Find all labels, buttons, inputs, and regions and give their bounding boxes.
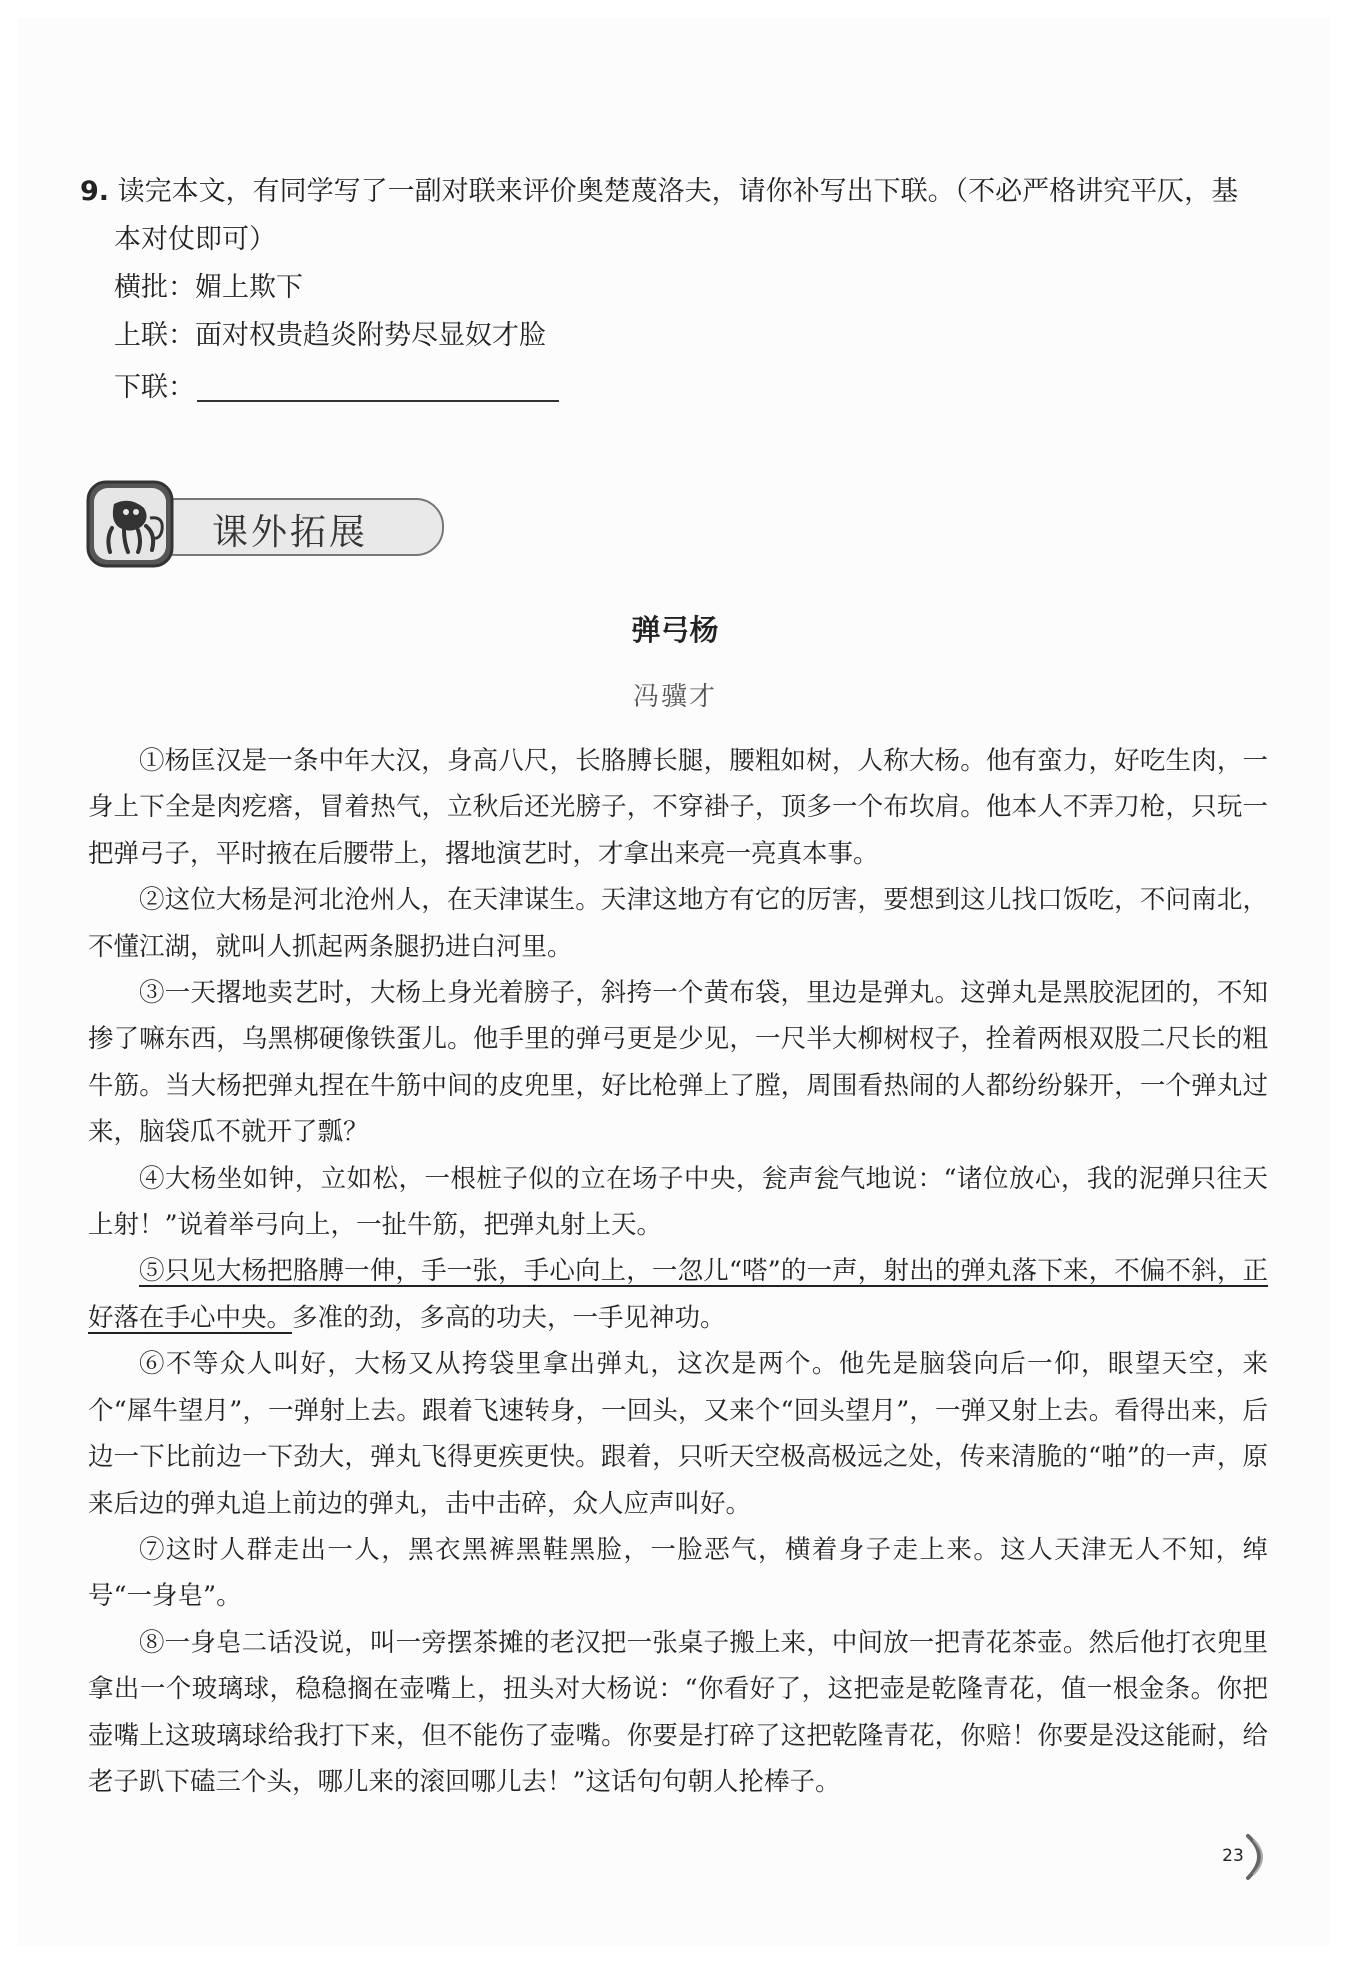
question-9: [80, 168, 1280, 412]
page-number-badge: [1208, 1830, 1268, 1884]
xialian-line: [80, 364, 1280, 412]
paragraph-7: ⑦这时人群走出一人，黑衣黑裤黑鞋黑脸，一脸恶气，横着身子走上来。这人天津无人不知，绰号“一身皂”。: [88, 1534, 1268, 1612]
paragraph-5-rest: 多准的劲，多高的功夫，一手见神功。: [292, 1302, 726, 1333]
paragraph-8: ⑧一身皂二话没说，叫一旁摆茶摊的老汉把一张桌子搬上来，中间放一把青花茶壶。然后他打衣兜里拿出一个玻璃球，稳稳搁在壶嘴上，扭头对大杨说：“你看好了，这把壶是乾隆青花，值一根金条。你把壶嘴上这玻璃球给我打下来，但不能伤了壶嘴。你要是打碎了这把乾隆青花，你赔！你要是没这能耐，给老子趴下磕三个头，哪儿来的滚回哪儿去！”这话句句朝人抡棒子。: [88, 1627, 1268, 1797]
shanglian-text: 面对权贵趋炎附势尽显奴才脸: [195, 320, 546, 351]
question-line-1: [80, 168, 1280, 216]
paragraph-5: [88, 1248, 1268, 1341]
shanglian-label: 上联：: [114, 320, 195, 351]
paragraph-3: ③一天撂地卖艺时，大杨上身光着膀子，斜挎一个黄布袋，里边是弹丸。这弹丸是黑胶泥团的，不知掺了嘛东西，乌黑梆硬像铁蛋儿。他手里的弹弓更是少见，一尺半大柳树杈子，拴着两根双股二尺长的粗牛筋。当大杨把弹丸捏在牛筋中间的皮兜里，好比枪弹上了膛，周围看热闹的人都纷纷躲开，一个弹丸过来，脑袋瓜不就开了瓢？: [88, 978, 1268, 1148]
story-body: [88, 738, 1268, 1805]
story-author: 冯骥才: [632, 682, 717, 712]
page-number: 23: [1222, 1846, 1244, 1866]
question-text-2: 本对仗即可）: [114, 224, 276, 255]
hengpi-label: 横批：: [114, 272, 195, 303]
section-title: 课外拓展: [212, 512, 369, 553]
question-number: 9.: [80, 176, 110, 207]
monkey-badge-icon: [84, 478, 176, 570]
paragraph-1: ①杨匡汉是一条中年大汉，身高八尺，长胳膊长腿，腰粗如树，人称大杨。他有蛮力，好吃生肉，一身上下全是肉疙瘩，冒着热气，立秋后还光膀子，不穿褂子，顶多一个布坎肩。他本人不弄刀枪，只玩一把弹弓子，平时掖在后腰带上，撂地演艺时，才拿出来亮一亮真本事。: [88, 746, 1268, 869]
paragraph-5-underlined: ⑤只见大杨把胳膊一伸，手一张，手心向上，一忽儿“嗒”的一声，射出的弹丸落下来，不偏不斜，正好落在手心中央。: [88, 1256, 1268, 1333]
shanglian-line: [80, 312, 1280, 360]
xialian-answer-blank[interactable]: [197, 370, 559, 402]
section-banner: [84, 478, 374, 570]
story-title: 弹弓杨: [631, 613, 719, 647]
question-line-2: [80, 216, 1280, 264]
question-text-1: 读完本文，有同学写了一副对联来评价奥楚蔑洛夫，请你补写出下联。（不必严格讲究平仄，基: [117, 176, 1239, 207]
paragraph-4: ④大杨坐如钟，立如松，一根桩子似的立在场子中央，瓮声瓮气地说：“诸位放心，我的泥弹只往天上射！”说着举弓向上，一扯牛筋，把弹丸射上天。: [88, 1163, 1268, 1241]
xialian-label: 下联：: [114, 372, 195, 403]
hengpi-line: [80, 264, 1280, 312]
paragraph-6: ⑥不等众人叫好，大杨又从挎袋里拿出弹丸，这次是两个。他先是脑袋向后一仰，眼望天空，来个“犀牛望月”，一弹射上去。跟着飞速转身，一回头，又来个“回头望月”，一弹又射上去。看得出来，后边一下比前边一下劲大，弹丸飞得更疾更快。跟着，只听天空极高极远之处，传来清脆的“啪”的一声，原来后边的弹丸追上前边的弹丸，击中击碎，众人应声叫好。: [88, 1349, 1268, 1519]
hengpi-text: 媚上欺下: [195, 272, 303, 303]
paragraph-2: ②这位大杨是河北沧州人，在天津谋生。天津这地方有它的厉害，要想到这儿找口饭吃，不问南北，不懂江湖，就叫人抓起两条腿扔进白河里。: [88, 885, 1268, 962]
